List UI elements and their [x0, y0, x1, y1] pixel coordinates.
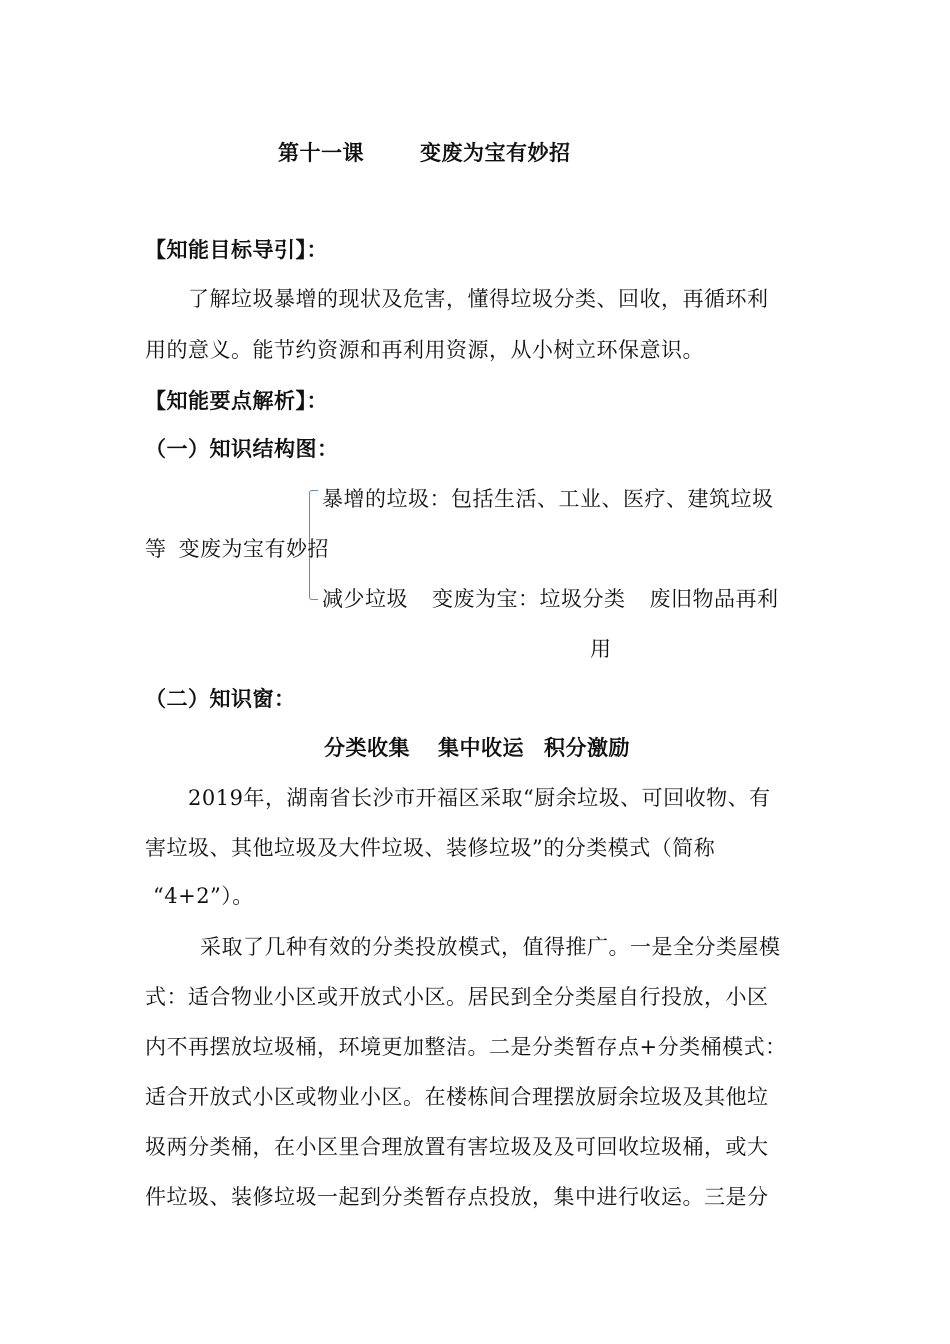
p1-line-3: “4+2”）。 [153, 884, 254, 908]
analysis-heading: 【知能要点解析】： [145, 389, 328, 413]
window-title-c: 积分激励 [544, 736, 630, 760]
diagram-branch-2-a: 减少垃圾 [322, 587, 408, 611]
window-title [324, 738, 630, 759]
window-heading: （二）知识窗： [145, 687, 296, 711]
p2-line-6: 件垃圾、装修垃圾一起到分类暂存点投放，集中进行收运。三是分 [145, 1185, 769, 1209]
diagram-branch-1: 暴增的垃圾：包括生活、工业、医疗、建筑垃圾 [322, 487, 774, 511]
p2-line-2: 式：适合物业小区或开放式小区。居民到全分类屋自行投放，小区 [145, 985, 769, 1009]
diagram-branch-1-tail: 等 [145, 537, 167, 561]
p1-line-2: 害垃圾、其他垃圾及大件垃圾、装修垃圾”的分类模式（简称 [145, 836, 716, 860]
window-title-a: 分类收集 [324, 736, 410, 760]
p2-line-4: 适合开放式小区或物业小区。在楼栋间合理摆放厨余垃圾及其他垃 [145, 1085, 769, 1109]
window-title-b: 集中收运 [438, 736, 524, 760]
diagram-root: 变废为宝有妙招 [178, 537, 329, 561]
diagram-branch-2-b: 变废为宝：垃圾分类 [432, 587, 626, 611]
diagram-branch-2-tail: 用 [590, 637, 612, 661]
diagram-branch-2-c: 废旧物品再利 [649, 587, 779, 611]
goal-line-2: 用的意义。能节约资源和再利用资源，从小树立环保意识。 [145, 338, 704, 362]
structure-heading: （一）知识结构图： [145, 437, 339, 461]
lesson-topic: 变废为宝有妙招 [420, 141, 571, 165]
p1-line-1: 2019年，湖南省长沙市开福区采取“厨余垃圾、可回收物、有 [188, 786, 771, 810]
p2-line-5: 圾两分类桶，在小区里合理放置有害垃圾及及可回收垃圾桶，或大 [145, 1135, 769, 1159]
diagram-branch-2 [322, 589, 779, 610]
goal-line-1: 了解垃圾暴增的现状及危害，懂得垃圾分类、回收，再循环利 [188, 287, 769, 311]
p2-line-3: 内不再摆放垃圾桶，环境更加整洁。二是分类暂存点+分类桶模式： [145, 1035, 787, 1059]
page-title [278, 143, 571, 164]
p2-line-1: 采取了几种有效的分类投放模式，值得推广。一是全分类屋模 [200, 935, 781, 959]
diagram-root-row [145, 539, 329, 560]
goal-heading: 【知能目标导引】： [145, 238, 328, 262]
lesson-number: 第十一课 [278, 141, 364, 165]
